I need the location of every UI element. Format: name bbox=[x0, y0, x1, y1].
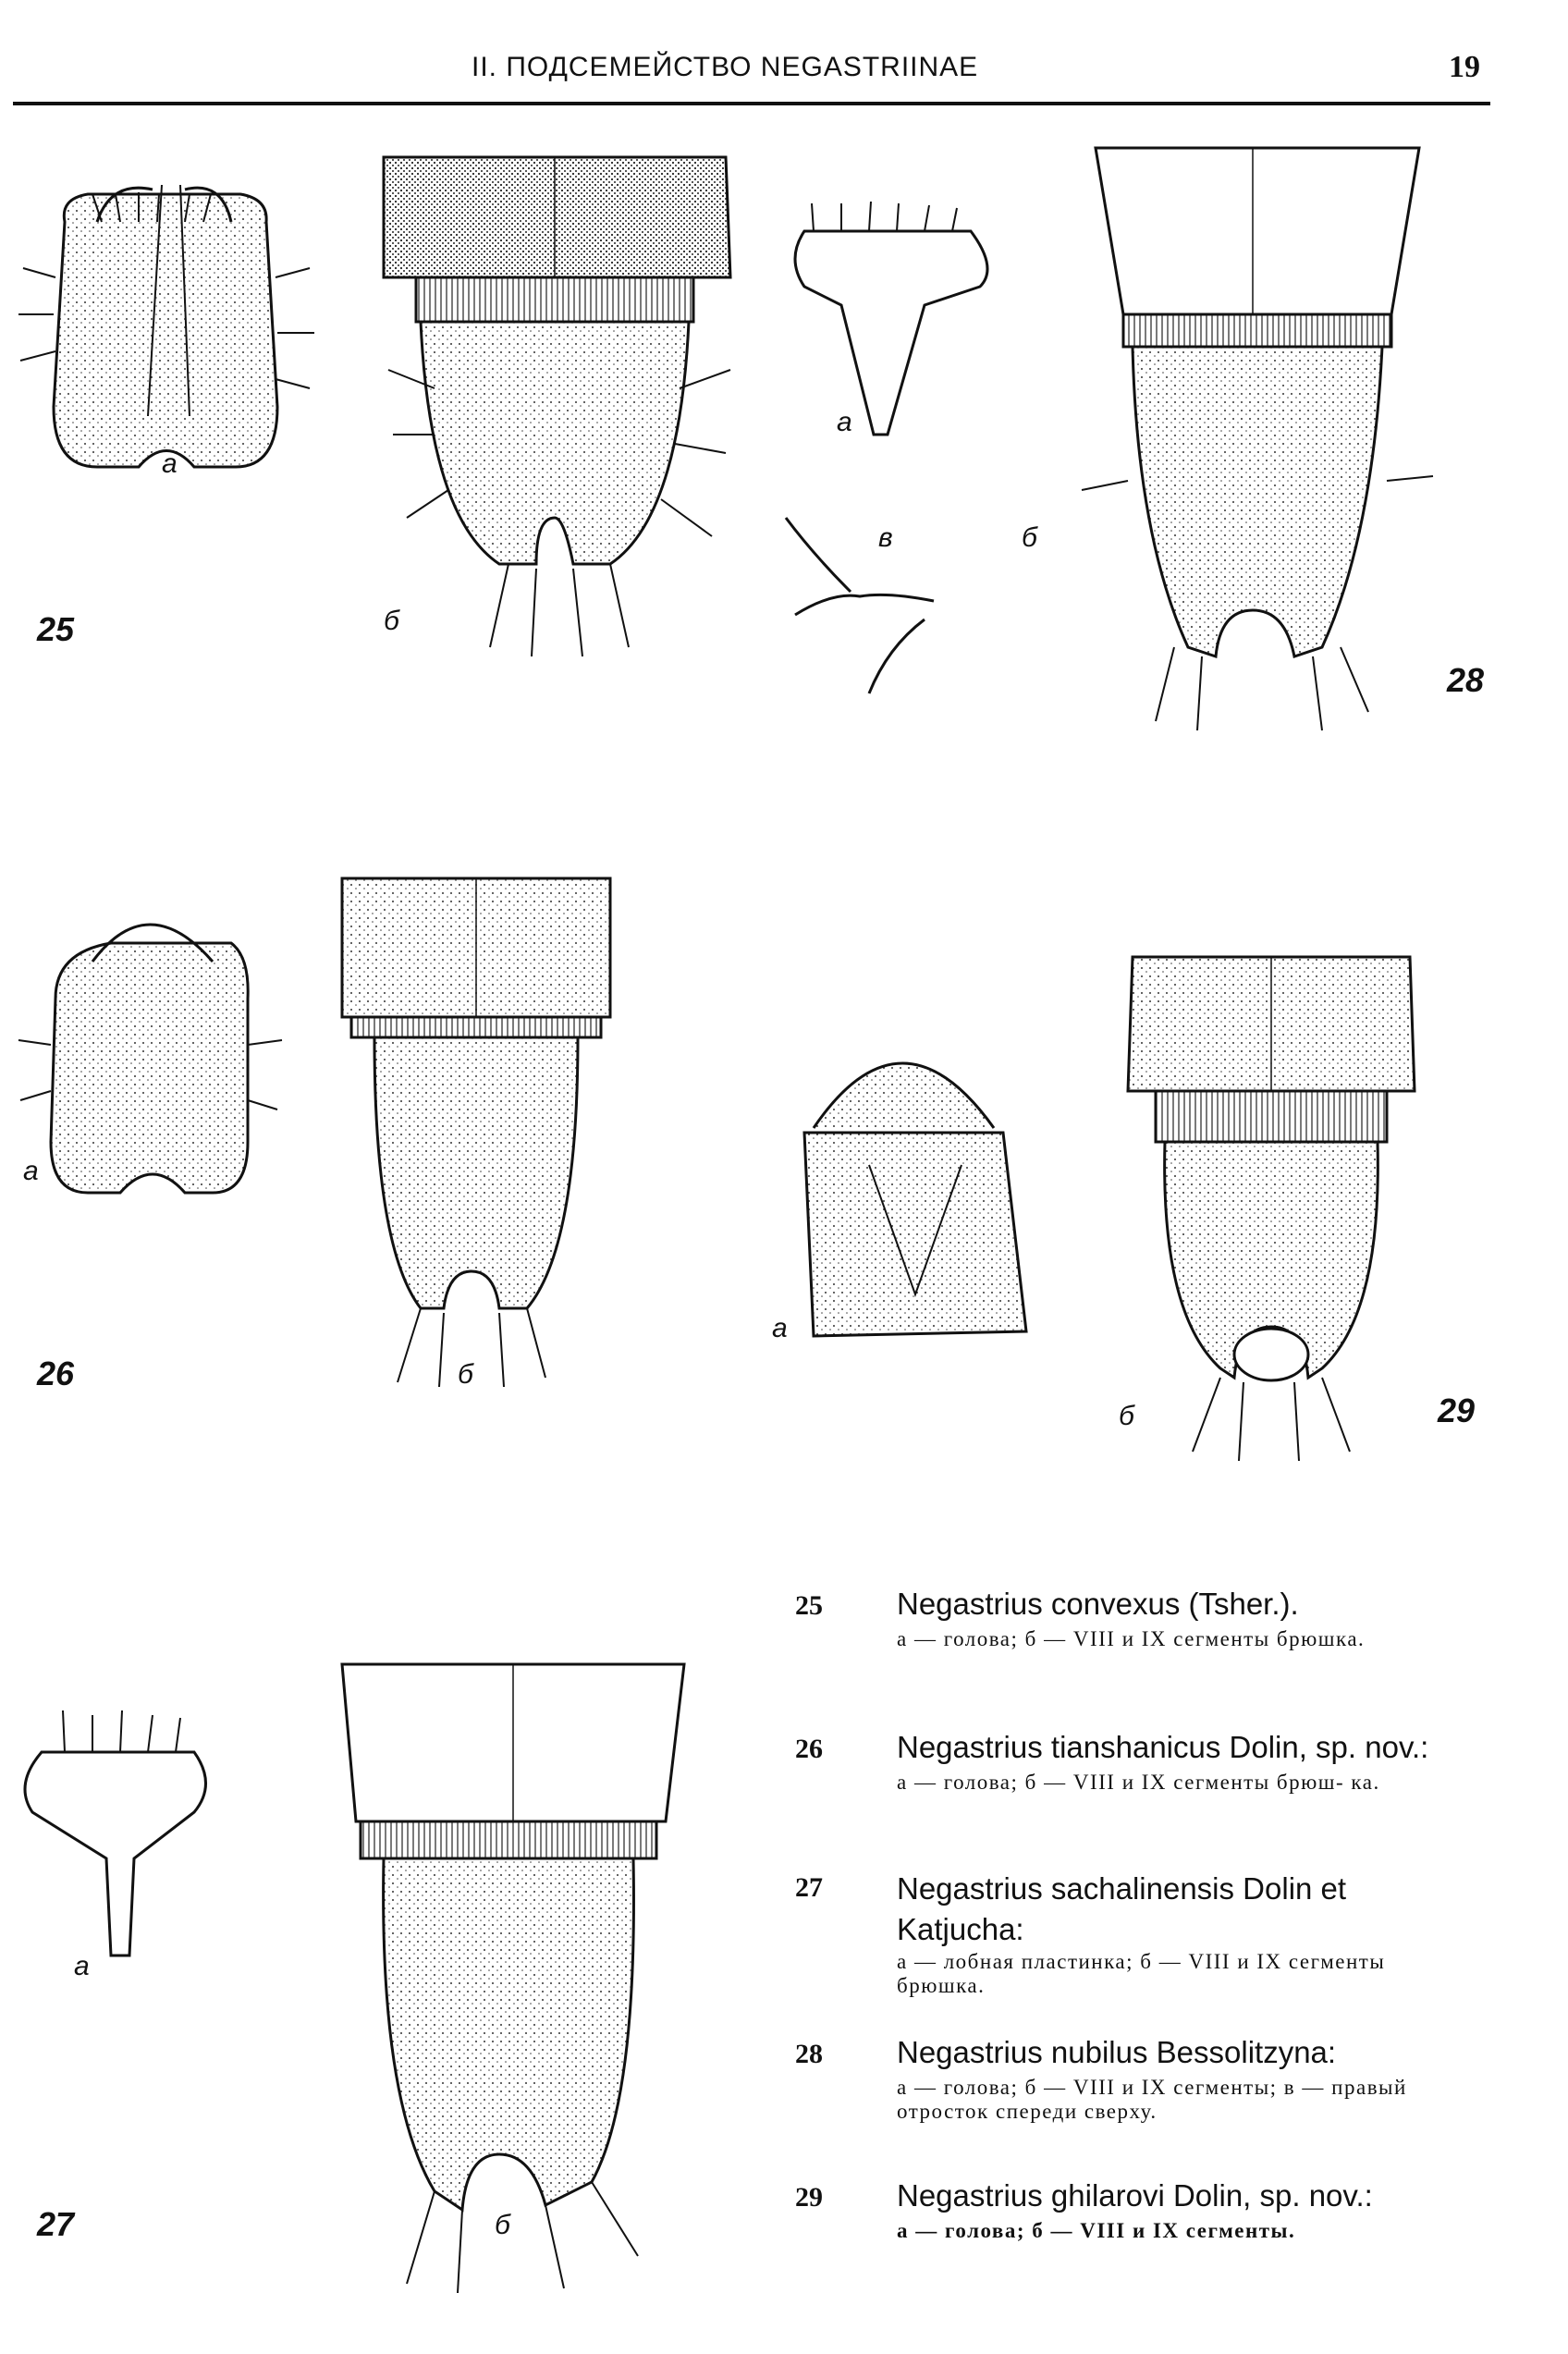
caption-number: 29 bbox=[795, 2182, 823, 2213]
fig27-label-a: а bbox=[74, 1951, 90, 1981]
caption-title: Negastrius convexus (Tsher.). bbox=[897, 1587, 1299, 1621]
caption-title: Negastrius nubilus Bessolitzyna: bbox=[897, 2035, 1337, 2069]
fig27-label-b: б bbox=[495, 2210, 510, 2240]
caption-number: 25 bbox=[795, 1590, 823, 1621]
fig25-label-a: а bbox=[162, 448, 178, 479]
caption-description: а — голова; б — VIII и IX сегменты. bbox=[897, 2219, 1296, 2242]
fig28a-frontal-plate-drawing bbox=[795, 202, 987, 435]
fig-number-27: 27 bbox=[37, 2205, 75, 2243]
fig26b-segments-drawing bbox=[342, 878, 610, 1387]
caption-number: 27 bbox=[795, 1872, 823, 1903]
caption-description: а — голова; б — VIII и IX сегменты брюш- ка. bbox=[897, 1771, 1380, 1794]
caption-title: Negastrius sachalinensis Dolin et Katjucha: bbox=[897, 1871, 1347, 1946]
fig28-label-v: в bbox=[878, 522, 893, 553]
fig26a-head-drawing bbox=[18, 925, 282, 1193]
caption-title: Negastrius ghilarovi Dolin, sp. nov.: bbox=[897, 2178, 1373, 2213]
fig28v-process-drawing bbox=[786, 518, 934, 693]
fig27a-frontal-plate-drawing bbox=[25, 1710, 206, 1956]
caption-description: а — лобная пластинка; б — VIII и IX сегменты брюшка. bbox=[897, 1950, 1386, 1997]
fig28-label-a: а bbox=[837, 407, 852, 437]
fig-number-26: 26 bbox=[37, 1355, 75, 1392]
caption-number: 28 bbox=[795, 2039, 823, 2069]
fig-number-29: 29 bbox=[1438, 1392, 1476, 1429]
caption-number: 26 bbox=[795, 1734, 823, 1764]
fig28-label-b: б bbox=[1022, 522, 1037, 553]
page-number: 19 bbox=[1449, 50, 1480, 84]
caption-title: Negastrius tianshanicus Dolin, sp. nov.: bbox=[897, 1730, 1429, 1764]
fig28b-segments-drawing bbox=[1082, 148, 1433, 730]
running-header: II. ПОДСЕМЕЙСТВО NEGASTRIINAE bbox=[472, 52, 979, 82]
fig29b-segments-drawing bbox=[1128, 957, 1415, 1461]
fig26-label-a: а bbox=[23, 1156, 39, 1186]
fig25-label-b: б bbox=[384, 606, 399, 636]
fig29-label-a: а bbox=[772, 1313, 788, 1343]
fig29a-head-drawing bbox=[804, 1063, 1026, 1336]
fig29-label-b: б bbox=[1119, 1401, 1134, 1431]
fig27b-segments-drawing bbox=[342, 1664, 684, 2293]
fig-number-25: 25 bbox=[37, 610, 75, 648]
fig25b-segments-drawing bbox=[384, 157, 730, 656]
caption-description: а — голова; б — VIII и IX сегменты брюшка. bbox=[897, 1627, 1366, 1650]
fig25a-head-drawing bbox=[18, 185, 314, 467]
fig26-label-b: б bbox=[458, 1359, 473, 1390]
caption-description: а — голова; б — VIII и IX сегменты; в — правый отросток спереди сверху. bbox=[897, 2076, 1407, 2123]
fig-number-28: 28 bbox=[1447, 661, 1485, 699]
